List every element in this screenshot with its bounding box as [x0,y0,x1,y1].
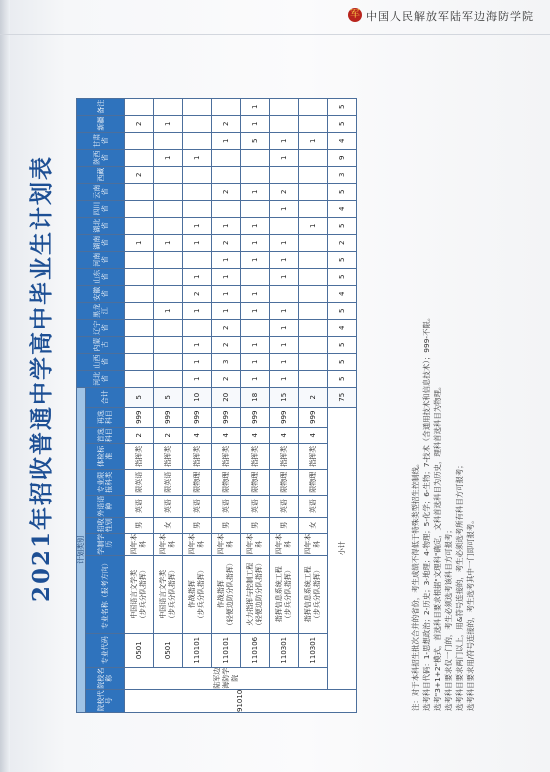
province-quota [125,285,154,302]
province-quota: 2 [212,234,241,251]
province-quota [299,115,328,132]
primary-subject: 4 [183,427,212,443]
province-quota [183,251,212,268]
study-length: 四年本科 [154,533,183,555]
subject-limit: 限物理 [299,469,328,495]
province-quota: 1 [299,132,328,149]
foreign-language: 英语 [299,495,328,517]
row-total: 5 [125,387,154,407]
page-title: 2021年招收普通中学高中毕业生计划表 [28,155,55,603]
study-length: 四年本科 [212,533,241,555]
major-name-text: 中国语言文学类 [159,569,167,619]
province-quota: 1 [270,302,299,319]
province-quota [154,166,183,183]
primary-subject: 4 [241,427,270,443]
subtotal-province: 5 [328,353,357,370]
major-name [212,555,241,633]
page-header [0,0,550,35]
major-direction: （轻便边防分队指挥） [226,559,234,630]
province-quota [299,285,328,302]
table-row [125,98,154,712]
province-quota: 1 [270,370,299,387]
province-quota: 1 [241,285,270,302]
major-direction: （步兵分队指挥） [313,566,321,623]
primary-subject: 4 [299,427,328,443]
province-quota: 1 [154,149,183,166]
table-row [183,98,212,712]
major-direction: （步兵分队指挥） [168,566,176,623]
province-quota: 1 [241,183,270,200]
province-quota: 1 [270,319,299,336]
note-line: 选考科目要求仅一门的，考生必须选考该科目方可报考； [444,526,453,711]
foreign-language: 英语 [154,495,183,517]
province-quota [183,132,212,149]
province-quota: 3 [212,353,241,370]
major-name-text: 指挥信息系统工程 [275,566,283,623]
rotated-content [10,42,480,715]
province-quota: 1 [241,302,270,319]
province-quota [154,285,183,302]
header-column: 合计 [86,387,125,407]
province-quota [125,302,154,319]
province-quota [270,217,299,234]
province-quota: 1 [183,149,212,166]
table-row [154,98,183,712]
province-quota [270,285,299,302]
subject-limit: 限物理 [241,469,270,495]
subject-limit: 限物理 [183,469,212,495]
province-quota: 2 [183,285,212,302]
foreign-language: 英语 [183,495,212,517]
note-line: 注：对于本科招生批次合并的省份，考生成绩不得低于特殊类型招生控制线。 [411,459,420,711]
province-quota [125,98,154,115]
header-province: 甘肃省 [77,132,125,149]
header-province: 湖北省 [77,217,125,234]
province-quota [299,149,328,166]
province-quota [299,200,328,217]
study-length: 四年本科 [125,533,154,555]
province-quota: 1 [183,370,212,387]
major-name-text: 指挥信息系统工程 [304,566,312,623]
province-quota: 1 [154,234,183,251]
province-quota: 2 [212,183,241,200]
binding-shadow [0,0,10,772]
note-line: 选考科目代码：1-思想政治；2-历史；3-地理；4-物理；5-化学；6-生物；7-技术（含通用技术和信息技术）；999-不限。 [422,313,431,711]
province-quota [183,319,212,336]
province-quota: 1 [241,98,270,115]
province-quota [241,149,270,166]
major-code: 110301 [270,633,299,667]
province-quota [299,302,328,319]
foreign-language: 英语 [125,495,154,517]
province-quota: 1 [212,251,241,268]
major-name-text: 火力指挥与控制工程 [246,562,254,626]
rotated-table-area [10,42,480,715]
province-quota: 1 [241,115,270,132]
subtotal-row [328,98,357,712]
major-name-text: 作战指挥 [217,580,225,609]
secondary-subject: 999 [183,407,212,427]
secondary-subject: 999 [270,407,299,427]
table-row [212,98,241,712]
subtotal-province: 9 [328,149,357,166]
header-province: 云南省 [77,183,125,200]
province-quota: 1 [154,115,183,132]
subtotal-province: 5 [328,98,357,115]
province-quota [299,183,328,200]
header-column: 专业限报科类 [86,469,125,495]
province-quota [299,251,328,268]
province-quota: 1 [241,370,270,387]
province-quota [241,166,270,183]
province-quota [125,217,154,234]
province-quota: 1 [241,353,270,370]
foreign-language: 英语 [241,495,270,517]
province-quota: 2 [270,183,299,200]
province-quota [125,149,154,166]
major-name-text: 作战指挥 [188,580,196,609]
subtotal-province: 5 [328,217,357,234]
province-quota [299,98,328,115]
header-province: 辽宁省 [77,319,125,336]
subject-limit: 限物理 [212,469,241,495]
primary-subject: 4 [270,427,299,443]
province-quota [241,268,270,285]
subtotal-total: 75 [328,387,357,407]
province-quota [270,98,299,115]
province-quota [125,336,154,353]
header-column: 院校名称 [86,667,125,689]
header-column: 学制学历 [86,533,125,555]
province-quota [154,336,183,353]
gender: 男 [125,517,154,533]
province-quota [125,370,154,387]
secondary-subject: 999 [241,407,270,427]
secondary-subject: 999 [154,407,183,427]
province-quota [125,183,154,200]
province-quota [299,370,328,387]
subtotal-province: 4 [328,200,357,217]
province-quota: 1 [212,217,241,234]
province-quota [270,115,299,132]
header-province: 山东省 [77,268,125,285]
province-quota [154,132,183,149]
province-quota: 1 [270,353,299,370]
header-column: 外语语种 [86,495,125,517]
province-quota [241,319,270,336]
header-province: 新疆 [77,115,125,132]
province-quota [212,98,241,115]
header-column: 专业名称（报考方向） [86,555,125,633]
major-name [125,555,154,633]
subtotal-province: 5 [328,370,357,387]
header-province: 内蒙古 [77,336,125,353]
major-name [154,555,183,633]
subject-limit: 限物理 [270,469,299,495]
major-code: 110301 [299,633,328,667]
province-quota: 1 [270,234,299,251]
note-line: 选考科目要求两门以上，用&符号连接的，考生必须选考所有科目方可报考； [455,461,464,711]
province-quota: 2 [125,166,154,183]
major-name-text: 中国语言文学类 [130,569,138,619]
foreign-language: 英语 [212,495,241,517]
physical-standard: 指挥类 [270,443,299,469]
province-quota [125,319,154,336]
gender: 女 [154,517,183,533]
row-total: 20 [212,387,241,407]
province-quota: 1 [212,285,241,302]
row-total: 18 [241,387,270,407]
province-quota: 2 [125,115,154,132]
major-code: 0501 [154,633,183,667]
header-province: 西藏 [77,166,125,183]
province-quota [212,166,241,183]
row-total: 10 [183,387,212,407]
province-quota [125,251,154,268]
province-quota [241,200,270,217]
gender: 男 [241,517,270,533]
major-code: 110101 [183,633,212,667]
gender: 女 [299,517,328,533]
note-line: 选考"3+1+2"模式，首选科目要求根据"文理科"确定，文科首选科目为历史，理科首选科目为物理。 [433,382,442,711]
header-province: 备注 [77,98,125,115]
province-quota: 1 [183,268,212,285]
province-quota: 1 [125,234,154,251]
table-row [241,98,270,712]
province-quota: 2 [212,319,241,336]
header-column: 体检标准 [86,443,125,469]
province-quota: 1 [212,268,241,285]
province-quota [183,166,212,183]
province-quota [154,370,183,387]
foreign-language: 英语 [270,495,299,517]
province-quota: 1 [241,234,270,251]
subtotal-province: 3 [328,166,357,183]
province-quota: 1 [241,251,270,268]
province-quota: 1 [299,217,328,234]
physical-standard: 指挥类 [299,443,328,469]
secondary-subject: 999 [212,407,241,427]
header-column: 首选科目 [86,427,125,443]
province-quota [183,115,212,132]
major-name [299,555,328,633]
study-length: 四年本科 [270,533,299,555]
physical-standard: 指挥类 [212,443,241,469]
major-code: 0501 [125,633,154,667]
province-quota: 1 [270,132,299,149]
gender: 男 [183,517,212,533]
major-direction: （步兵分队指挥） [284,566,292,623]
province-quota: 1 [183,217,212,234]
header-province: 山西省 [77,353,125,370]
header-province: 陕西省 [77,149,125,166]
gender: 男 [212,517,241,533]
province-quota: 1 [270,200,299,217]
province-quota [154,183,183,200]
header-province: 四川省 [77,200,125,217]
header-column: 院校代号 [86,689,125,712]
province-quota [154,319,183,336]
province-quota: 1 [270,268,299,285]
army-emblem-icon: 军 [350,9,360,20]
province-quota [125,132,154,149]
province-quota: 1 [212,132,241,149]
province-quota [299,268,328,285]
school-name: 中国人民解放军陆军边海防学院 [366,10,534,23]
row-total: 2 [299,387,328,407]
subtotal-province: 4 [328,132,357,149]
major-direction: （轻便边防分队指挥） [255,559,263,630]
province-quota [212,149,241,166]
study-length: 四年本科 [241,533,270,555]
enrollment-plan-table [76,98,357,713]
physical-standard: 指挥类 [154,443,183,469]
province-quota: 1 [241,336,270,353]
subtotal-label: 小计 [328,407,357,689]
province-quota [299,319,328,336]
province-quota: 1 [270,149,299,166]
header-province: 河北省 [77,370,125,387]
major-direction: （步兵分队指挥） [197,566,205,623]
province-quota [183,98,212,115]
major-name [241,555,270,633]
physical-standard: 指挥类 [241,443,270,469]
province-quota: 2 [212,336,241,353]
primary-subject: 2 [125,427,154,443]
header-province: 安徽省 [77,285,125,302]
subtotal-province: 5 [328,183,357,200]
study-length: 四年本科 [183,533,212,555]
header-column: 专业代码 [86,633,125,667]
province-quota [299,234,328,251]
province-quota [299,353,328,370]
province-quota: 1 [212,302,241,319]
subtotal-province: 2 [328,234,357,251]
gender: 男 [270,517,299,533]
notes [410,46,476,711]
row-total: 15 [270,387,299,407]
header-plan-category: 计划类别 [77,387,86,712]
school-code: 91010 [125,689,357,712]
subtotal-province: 5 [328,302,357,319]
header-province: 湖南省 [77,234,125,251]
major-code: 110106 [241,633,270,667]
major-name [183,555,212,633]
province-quota: 1 [270,336,299,353]
primary-subject: 2 [154,427,183,443]
subject-limit: 限英语 [125,469,154,495]
study-length: 四年本科 [299,533,328,555]
province-quota [299,166,328,183]
subtotal-province: 5 [328,251,357,268]
province-quota [154,251,183,268]
school-name-cell: 陆军边海防学院 [125,667,328,689]
physical-standard: 指挥类 [183,443,212,469]
province-quota: 1 [154,302,183,319]
table-row [299,98,328,712]
province-quota [183,183,212,200]
province-quota: 1 [241,217,270,234]
province-quota [299,336,328,353]
major-name [270,555,299,633]
province-quota: 1 [183,353,212,370]
header-column: 再选科目 [86,407,125,427]
province-quota [154,353,183,370]
province-quota: 1 [270,251,299,268]
row-total: 5 [154,387,183,407]
province-quota: 1 [183,234,212,251]
secondary-subject: 999 [299,407,328,427]
province-quota [125,200,154,217]
province-quota: 1 [183,302,212,319]
province-quota: 1 [183,336,212,353]
province-quota: 2 [212,115,241,132]
major-code: 110101 [212,633,241,667]
header-column: 招收性别 [86,517,125,533]
province-quota [125,268,154,285]
physical-standard: 指挥类 [125,443,154,469]
secondary-subject: 999 [125,407,154,427]
subtotal-province: 4 [328,285,357,302]
province-quota [154,268,183,285]
header-province: 河南省 [77,251,125,268]
note-line: 选考科目要求用/符号连接的，考生选考其中一门即可报考。 [466,516,475,711]
subtotal-province: 5 [328,268,357,285]
province-quota [125,353,154,370]
primary-subject: 4 [212,427,241,443]
header-province: 黑龙江 [77,302,125,319]
province-quota [183,200,212,217]
province-quota [154,217,183,234]
subtotal-province: 4 [328,319,357,336]
province-quota [270,166,299,183]
subtotal-province: 5 [328,336,357,353]
province-quota: 2 [212,370,241,387]
subject-limit: 限英语 [154,469,183,495]
subtotal-province: 5 [328,115,357,132]
province-quota [154,98,183,115]
province-quota: 5 [241,132,270,149]
major-direction: （步兵分队指挥） [139,566,147,623]
province-quota [212,200,241,217]
table-row [270,98,299,712]
province-quota [154,200,183,217]
